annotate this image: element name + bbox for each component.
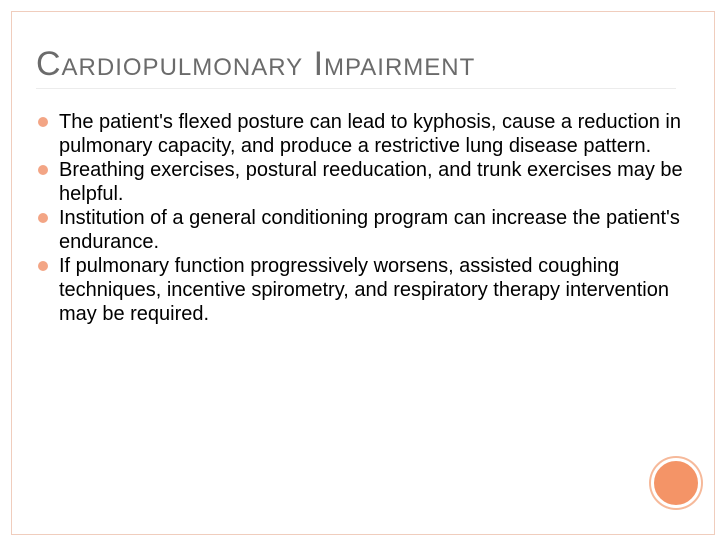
bullet-item [36,158,686,206]
bullet-text: The patient's flexed posture can lead to kyphosis, cause a reduction in pulmonary capacity, and produce a restrictive lung disease pattern. [59,111,681,157]
bullet-item [36,206,686,254]
bullet-item [36,254,686,326]
bullet-item [36,110,686,158]
bullet-text: Institution of a general conditioning program can increase the patient's endurance. [59,207,680,253]
bullet-text: If pulmonary function progressively worsens, assisted coughing techniques, incentive spirometry, and respiratory therapy intervention may be required. [59,255,669,325]
title-divider [36,88,676,89]
bullet-dot-icon [38,213,48,223]
bullet-dot-icon [38,261,48,271]
bullet-list [36,110,686,326]
slide-title: Cardiopulmonary Impairment [36,45,476,83]
bullet-dot-icon [38,117,48,127]
decorative-circle-icon [651,458,701,508]
bullet-text: Breathing exercises, postural reeducation, and trunk exercises may be helpful. [59,159,683,205]
bullet-dot-icon [38,165,48,175]
